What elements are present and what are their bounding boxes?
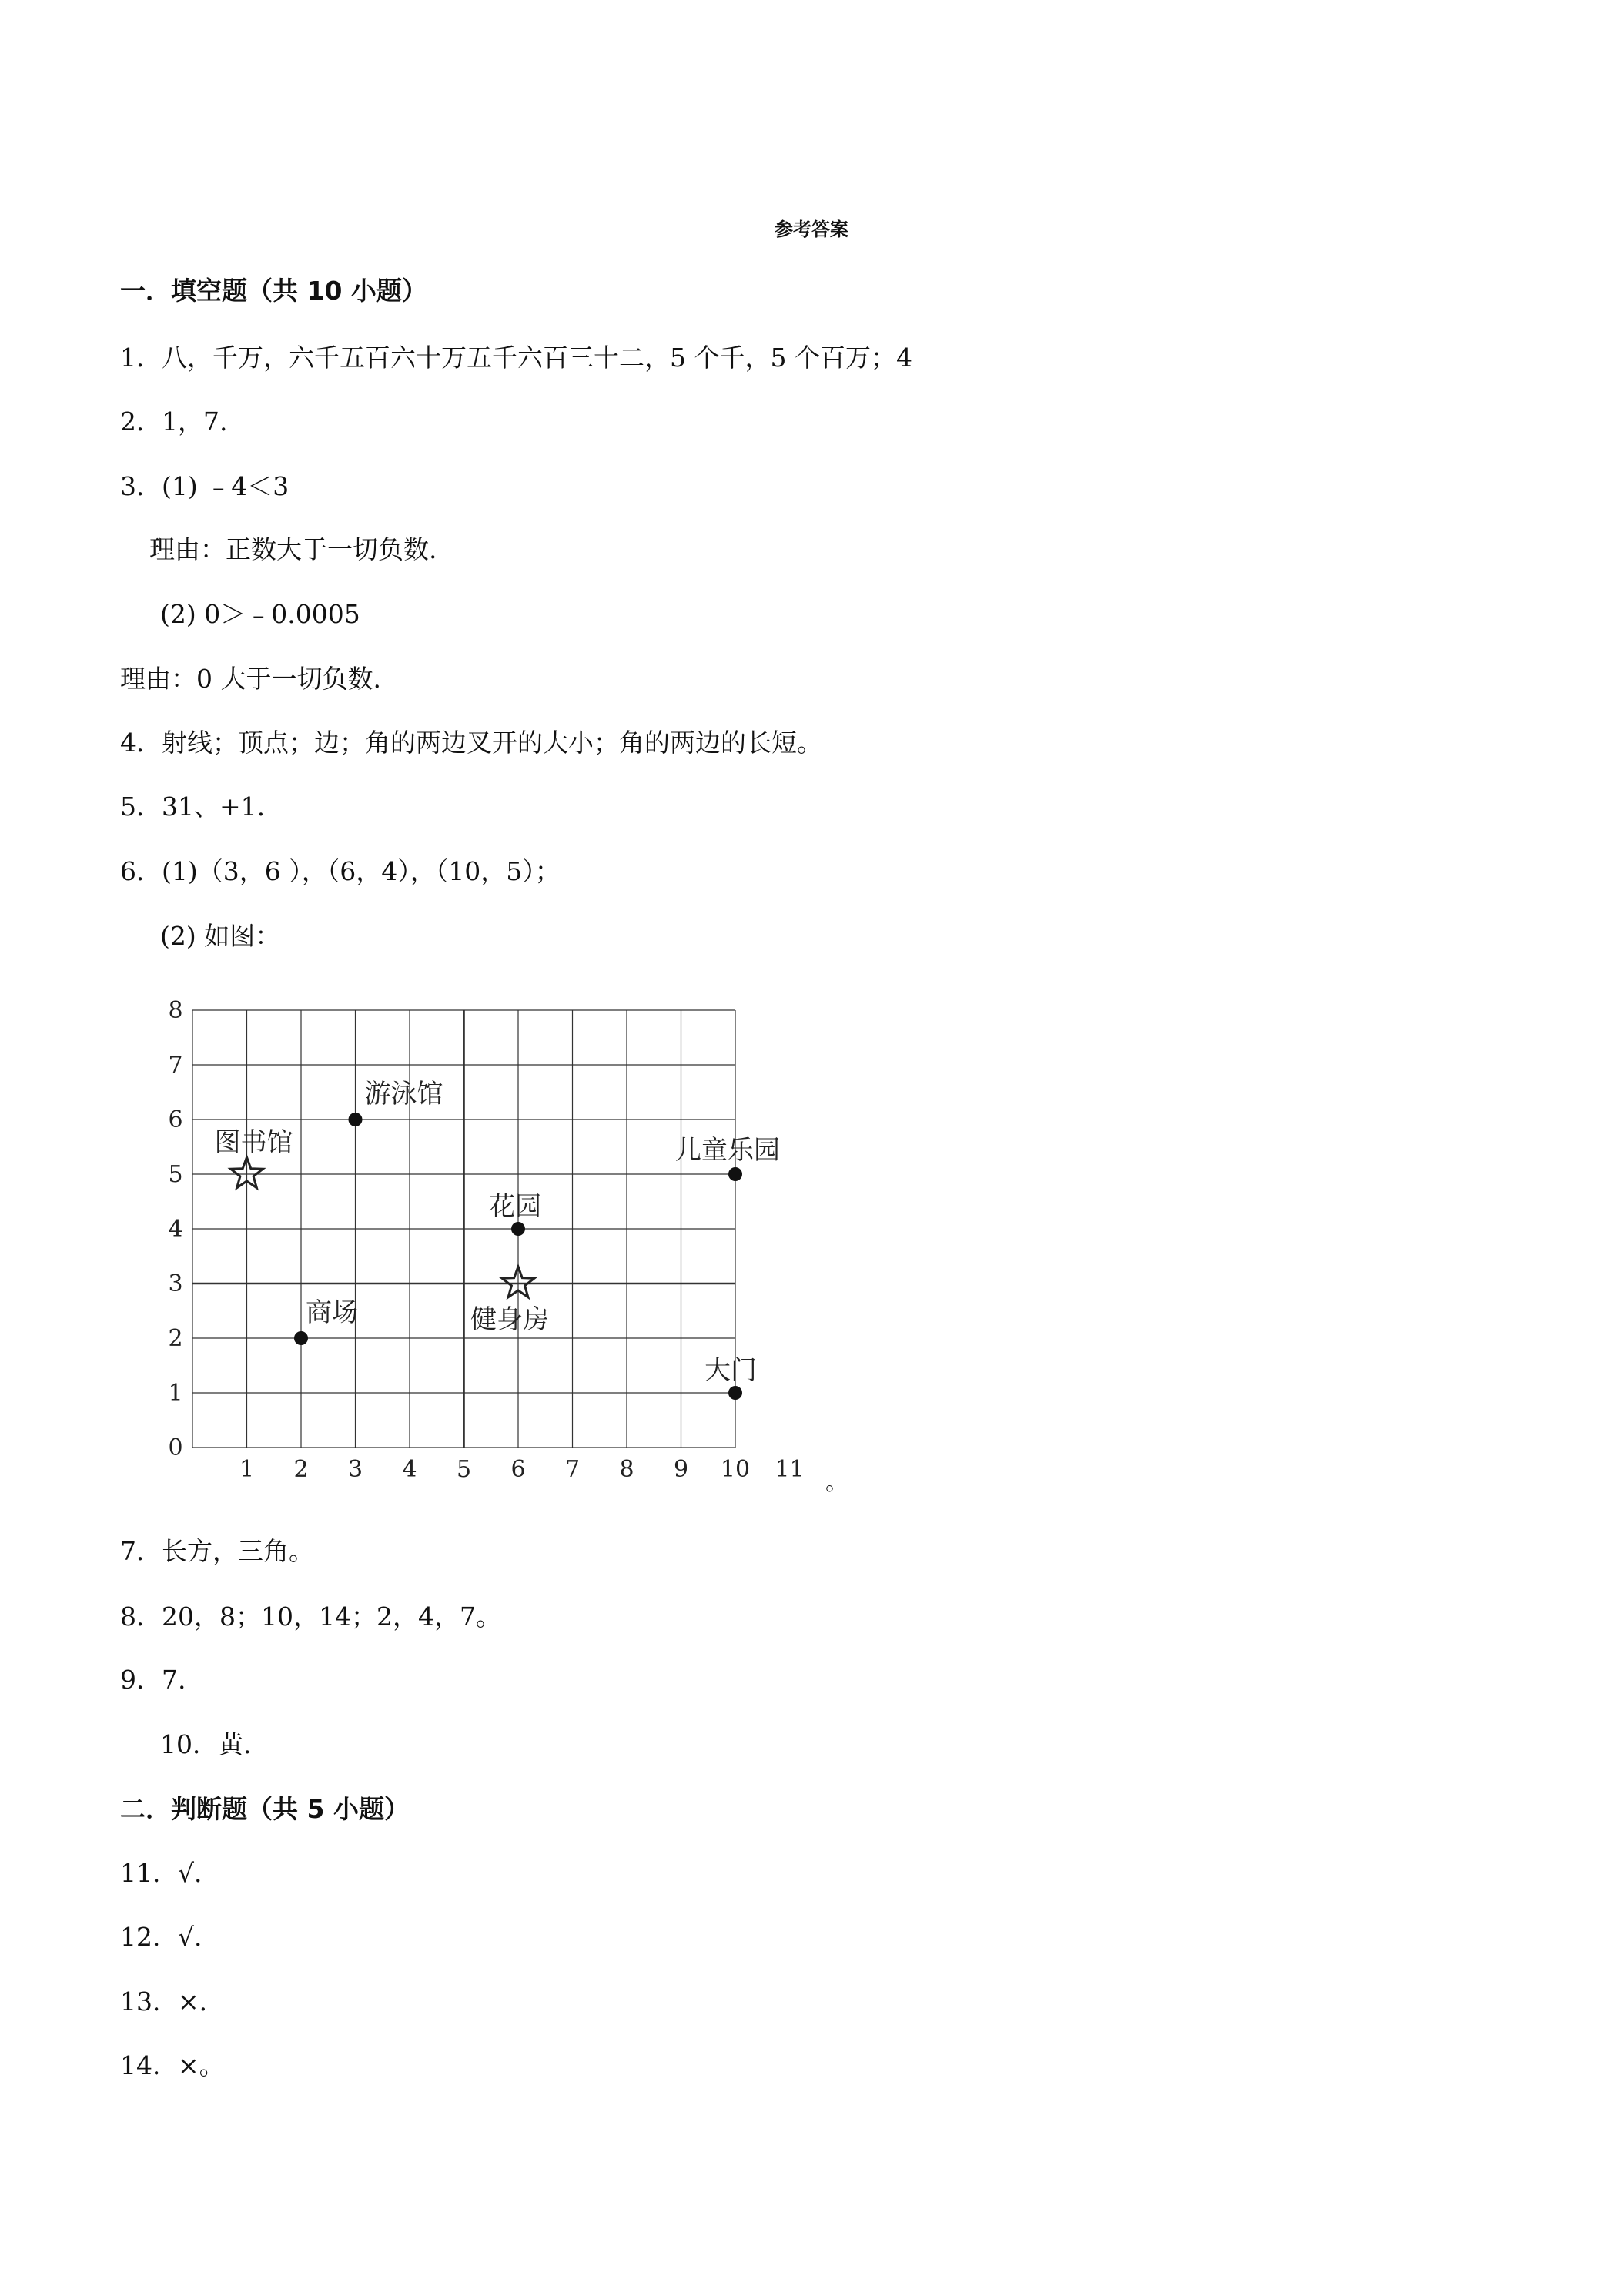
y-tick-label: 5 — [168, 1161, 183, 1188]
answer-6-2: (2) 如图： — [160, 921, 281, 951]
coordinate-map — [154, 993, 847, 1501]
point-label: 儿童乐园 — [675, 1135, 780, 1166]
x-tick-label: 7 — [564, 1456, 581, 1483]
judge-12: 12．√. — [120, 1922, 202, 1952]
answer-5: 5．31、+1. — [120, 792, 266, 822]
point-label: 花园 — [489, 1191, 541, 1222]
point-label: 大门 — [704, 1355, 757, 1386]
x-tick-label: 6 — [510, 1456, 526, 1483]
y-tick-label: 6 — [168, 1106, 183, 1133]
answer-2: 2．1，7. — [120, 407, 228, 437]
coordinate-grid-chart — [154, 993, 847, 1501]
x-tick-label: 11 — [775, 1456, 805, 1483]
section-fill-in: 一．填空题（共 10 小题） — [120, 276, 427, 306]
answer-8: 8．20，8；10，14；2，4，7。 — [120, 1602, 501, 1632]
point-marker — [294, 1331, 308, 1345]
x-tick-label: 1 — [239, 1456, 255, 1483]
point-marker — [349, 1113, 363, 1126]
point-label: 图书馆 — [214, 1127, 293, 1158]
answer-7: 7．长方，三角。 — [120, 1536, 314, 1566]
answer-3-2: (2) 0＞﹣0.0005 — [160, 599, 360, 629]
judge-14: 14．×。 — [120, 2050, 225, 2080]
y-tick-label: 7 — [168, 1052, 183, 1079]
y-tick-label: 8 — [168, 997, 183, 1024]
answer-1: 1．八，千万，六千五百六十万五千六百三十二，5 个千，5 个百万；4 — [120, 343, 912, 373]
point-marker — [511, 1222, 525, 1236]
x-tick-label: 4 — [402, 1456, 417, 1483]
point-label: 游泳馆 — [364, 1079, 443, 1110]
y-tick-label: 4 — [168, 1216, 183, 1243]
x-tick-label: 5 — [456, 1456, 472, 1483]
answer-10: 10．黄. — [160, 1729, 252, 1759]
answer-3-reason-1: 理由：正数大于一切负数. — [149, 534, 437, 564]
answer-3-1: 3．(1) ﹣4＜3 — [120, 471, 289, 501]
y-tick-label: 3 — [168, 1270, 183, 1297]
point-marker — [728, 1167, 742, 1181]
x-tick-label: 8 — [619, 1456, 634, 1483]
x-tick-label: 2 — [293, 1456, 309, 1483]
page-title: 参考答案 — [775, 219, 848, 240]
point-label: 健身房 — [470, 1304, 549, 1335]
answer-3-reason-2: 理由：0 大于一切负数. — [120, 664, 381, 694]
y-tick-label: 0 — [168, 1434, 183, 1461]
x-tick-label: 10 — [720, 1456, 751, 1483]
judge-11: 11．√. — [120, 1858, 202, 1888]
y-tick-label: 2 — [168, 1325, 183, 1352]
point-marker — [728, 1386, 742, 1400]
y-tick-label: 1 — [168, 1380, 183, 1407]
section-judgement: 二．判断题（共 5 小题） — [120, 1794, 410, 1824]
answer-4: 4．射线；顶点；边；角的两边叉开的大小；角的两边的长短。 — [120, 728, 822, 758]
point-label: 商场 — [306, 1297, 358, 1328]
judge-13: 13．×. — [120, 1986, 208, 2017]
answer-6-period: 。 — [825, 1469, 848, 1496]
x-tick-label: 3 — [347, 1456, 363, 1483]
answer-6-1: 6．(1)（3，6 ），（6，4），（10，5）； — [120, 856, 561, 886]
answer-9: 9．7. — [120, 1665, 186, 1695]
x-tick-label: 9 — [673, 1456, 689, 1483]
